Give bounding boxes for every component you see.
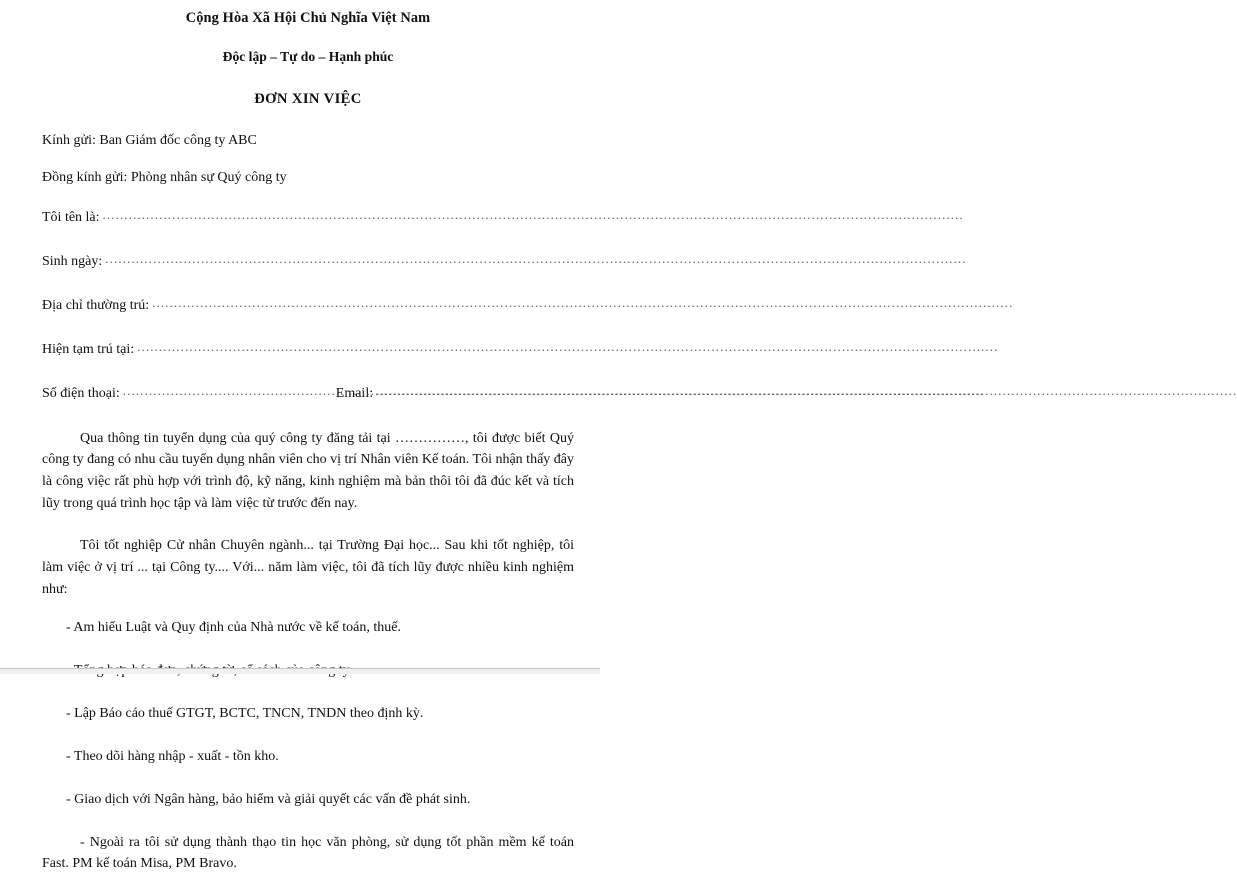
field-input-email[interactable]: [376, 383, 574, 397]
field-input-phone[interactable]: [123, 383, 335, 397]
field-label-email: Email:: [335, 386, 374, 402]
field-row-birth-date[interactable]: [42, 251, 574, 271]
list-item: - Am hiểu Luật và Quy định của Nhà nước về kế toán, thuế.: [66, 620, 401, 636]
list-item: - Ngoài ra tôi sử dụng thành thạo tin học văn phòng, sử dụng tốt phần mềm kế toán Fast. PM kế toán Misa, PM Bravo.: [42, 835, 574, 872]
field-input-current-address[interactable]: [137, 339, 574, 353]
experience-list: [42, 617, 574, 874]
field-row-permanent-address[interactable]: [42, 295, 574, 315]
field-label-current-address: Hiện tạm trú tại:: [42, 342, 135, 358]
document-content: [0, 0, 600, 874]
field-row-phone-email[interactable]: [42, 383, 574, 403]
field-row-current-address[interactable]: [42, 339, 574, 359]
list-item: - Theo dõi hàng nhập - xuất - tồn kho.: [66, 749, 279, 765]
addressee-secondary: Đồng kính gửi: Phòng nhân sự Quý công ty: [42, 170, 287, 186]
page-title: ĐƠN XIN VIỆC: [254, 90, 362, 107]
field-input-permanent-address[interactable]: [152, 295, 574, 309]
national-motto: Độc lập – Tự do – Hạnh phúc: [222, 49, 394, 64]
field-label-full-name: Tôi tên là:: [42, 209, 100, 225]
body-paragraph-intro: Qua thông tin tuyển dụng của quý công ty đăng tải tại ……………, tôi được biết Quý công ty đang có nhu cầu tuyển dụng nhân viên cho vị trí Nhân viên Kế toán. Tôi nhận thấy đây là công việc rất phù hợp với trình độ, kỹ năng, kinh nghiệm mà bản thôi tôi đã đúc kết và tích lũy trong quá trình học tập và làm việc từ trước đến nay.: [42, 430, 574, 511]
document-page: [0, 0, 600, 872]
field-input-birth-date[interactable]: [105, 251, 574, 265]
national-heading: Cộng Hòa Xã Hội Chủ Nghĩa Việt Nam: [185, 10, 431, 26]
field-label-phone: Số điện thoại:: [42, 386, 120, 402]
applicant-details-form: [42, 207, 574, 404]
body-paragraph-education: Tôi tốt nghiệp Cử nhân Chuyên ngành... tại Trường Đại học... Sau khi tốt nghiệp, tôi làm việc ở vị trí ... tại Công ty.... Với... năm làm việc, tôi đã tích lũy được nhiều kinh nghiệm như:: [42, 538, 574, 597]
addressee-primary: Kính gửi: Ban Giám đốc công ty ABC: [42, 133, 257, 149]
document-header: [42, 0, 574, 108]
field-label-birth-date: Sinh ngày:: [42, 253, 103, 269]
letter-body: [42, 428, 574, 874]
field-input-full-name[interactable]: [103, 207, 574, 221]
field-label-permanent-address: Địa chỉ thường trú:: [42, 297, 150, 313]
addressee-block: [42, 132, 574, 187]
list-item: - Giao dịch với Ngân hàng, bảo hiểm và giải quyết các vấn đề phát sinh.: [66, 792, 471, 808]
list-item: - Lập Báo cáo thuế GTGT, BCTC, TNCN, TNDN theo định kỳ.: [66, 706, 424, 722]
page-gutter: [0, 669, 600, 674]
field-row-full-name[interactable]: [42, 207, 574, 227]
